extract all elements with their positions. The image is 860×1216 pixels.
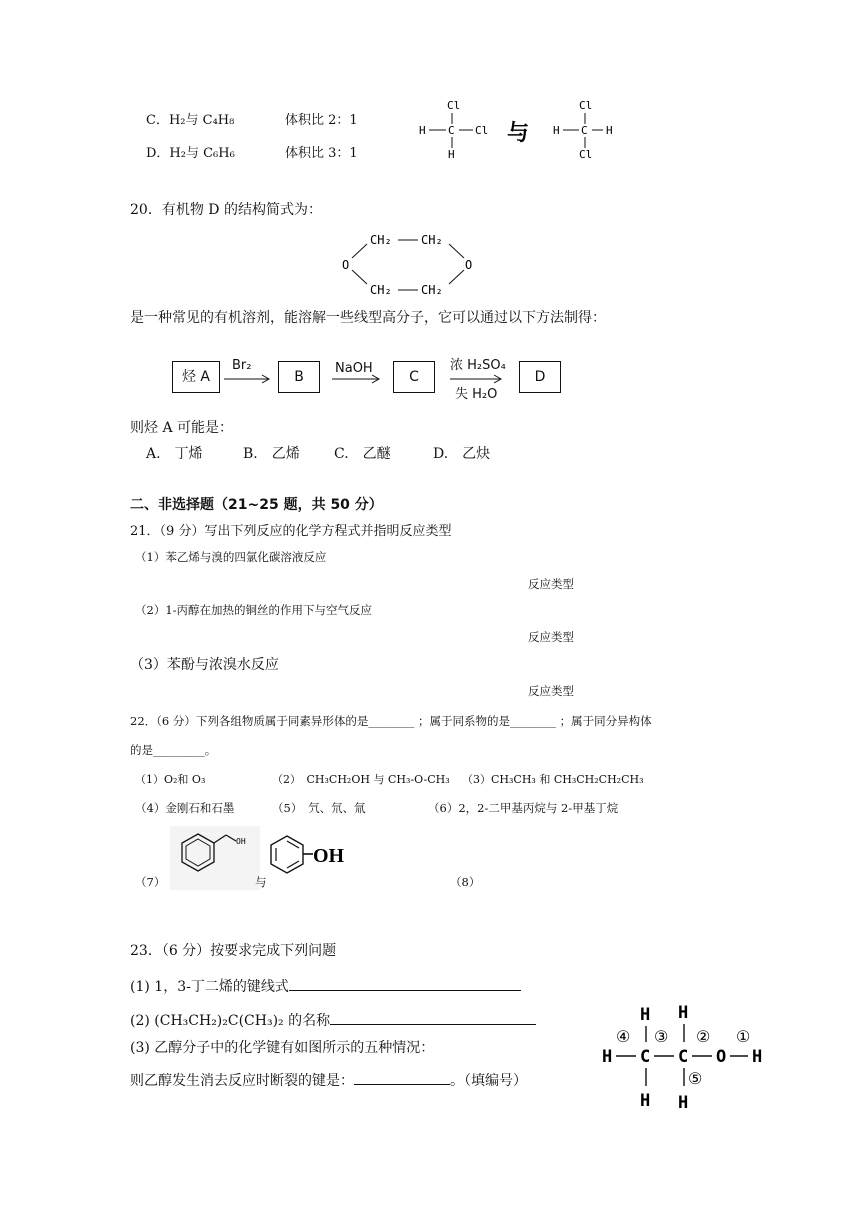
box-hydrocarbon-a: 烃 A — [172, 361, 220, 393]
ring-ch2-2: CH₂ — [421, 233, 443, 247]
q23-item-4 — [130, 1070, 527, 1090]
benzyl-alcohol-structure — [170, 826, 260, 890]
ring-o-left: O — [342, 258, 350, 272]
q22-line-2: 的是_________。 — [130, 743, 217, 757]
option-c-ratio: 体积比 2：1 — [285, 113, 358, 128]
mol-left-bottom: H — [448, 148, 455, 161]
q21-type-label-3: 反应类型 — [528, 684, 574, 698]
q21-stem: 21．（9 分）写出下列反应的化学方程式并指明反应类型 — [130, 524, 452, 539]
mol-left-c: C — [448, 124, 455, 137]
q22-item-3: （3）CH₃CH₃ 和 CH₃CH₂CH₂CH₃ — [462, 773, 644, 786]
q20-option-a: A. 丁烯 — [146, 446, 203, 462]
q22-item-7: （7） — [135, 875, 166, 889]
q20-option-d: D. 乙炔 — [433, 446, 491, 462]
q22-item-6: （6）2，2-二甲基丙烷与 2-甲基丁烷 — [428, 801, 619, 815]
box-c: C — [393, 361, 435, 393]
q22-line-1: 22．（6 分）下列各组物质属于同素异形体的是________ ；属于同系物的是________ ；属于同分异构体 — [130, 714, 652, 728]
box-b: B — [278, 361, 320, 393]
q21-type-label-2: 反应类型 — [528, 630, 574, 644]
option-d: D．H₂与 C₆H₆ — [146, 146, 235, 161]
mol-left-top: Cl — [447, 99, 461, 112]
mol-right-h1: H — [553, 124, 560, 137]
arrow-1 — [224, 374, 274, 384]
eth-o: O — [716, 1047, 727, 1067]
eth-num-4: ④ — [616, 1027, 631, 1046]
q22-item-2: （2） CH₃CH₂OH 与 CH₃-O-CH₃ — [272, 773, 450, 786]
dioxane-structure — [340, 228, 500, 298]
q23-stem: 23．（6 分）按要求完成下列问题 — [130, 943, 337, 959]
mol-left-cl: Cl — [475, 124, 489, 137]
q23-item-3: (3) 乙醇分子中的化学键有如图所示的五种情况： — [130, 1040, 435, 1056]
q23-item-4-suffix: 。（填编号） — [450, 1073, 527, 1089]
mol-right-h2: H — [606, 124, 613, 137]
eth-c-1: C — [640, 1047, 651, 1067]
q22-item-4: （4）金刚石和石墨 — [135, 801, 235, 815]
q21-item-1: （1）苯乙烯与溴的四氯化碳溶液反应 — [135, 550, 327, 564]
q21-item-3: （3）苯酚与浓溴水反应 — [130, 657, 279, 673]
answer-blank-3[interactable] — [354, 1070, 450, 1085]
section-2-title: 二、非选择题（21~25 题，共 50 分） — [130, 497, 383, 513]
q23-item-2-text: (2) (CH₃CH₂)₂C(CH₃)₂ 的名称 — [130, 1013, 331, 1029]
eth-num-2: ② — [696, 1027, 711, 1046]
eth-h-top-2: H — [678, 1003, 689, 1023]
reagent-naoh: NaOH — [335, 361, 373, 376]
eth-h-top-1: H — [640, 1005, 651, 1025]
eth-h-right: H — [752, 1047, 763, 1067]
mol-right-top: Cl — [579, 99, 593, 112]
ring-o-right: O — [465, 258, 473, 272]
q23-item-1 — [130, 976, 521, 996]
arrow-3 — [450, 374, 506, 384]
q20-stem: 20．有机物 D 的结构简式为： — [130, 202, 322, 218]
dichloromethane-structures — [415, 96, 655, 166]
q23-item-1-text: (1) 1，3-丁二烯的键线式 — [130, 979, 289, 995]
eth-h-bottom-2: H — [678, 1093, 689, 1113]
benzyl-oh: OH — [236, 837, 246, 846]
eth-num-3: ③ — [654, 1027, 669, 1046]
q20-description: 是一种常见的有机溶剂，能溶解一些线型高分子，它可以通过以下方法制得： — [130, 310, 606, 326]
arrow-2 — [332, 374, 384, 384]
ring-ch2-3: CH₂ — [370, 283, 392, 297]
q21-type-label-1: 反应类型 — [528, 577, 574, 591]
dichloromethane-left — [419, 99, 488, 161]
ring-ch2-1: CH₂ — [370, 233, 392, 247]
reagent-lose-h2o: 失 H₂O — [455, 387, 498, 402]
reagent-br2: Br₂ — [232, 358, 252, 373]
reagent-conc-h2so4: 浓 H₂SO₄ — [450, 358, 506, 373]
q22-item-8: （8） — [450, 875, 481, 889]
eth-h-left: H — [602, 1047, 613, 1067]
option-c: C．H₂与 C₄H₈ — [146, 113, 235, 128]
option-d-ratio: 体积比 3：1 — [285, 146, 358, 161]
mol-right-c: C — [581, 124, 588, 137]
ring-ch2-4: CH₂ — [421, 283, 443, 297]
dichloromethane-right — [553, 99, 613, 161]
ethanol-bond-diagram — [600, 1002, 780, 1112]
eth-h-bottom-1: H — [640, 1091, 651, 1111]
q23-item-4-text: 则乙醇发生消去反应时断裂的键是： — [130, 1073, 354, 1089]
q22-item-5: （5） 氕、氘、氚 — [272, 801, 366, 815]
eth-num-5: ⑤ — [688, 1069, 703, 1088]
phenol-structure — [265, 830, 365, 890]
q22-with: 与 — [255, 875, 267, 889]
phenol-oh: OH — [313, 845, 345, 867]
mol-right-bottom: Cl — [579, 148, 593, 161]
eth-c-2: C — [678, 1047, 689, 1067]
eth-num-1: ① — [736, 1027, 751, 1046]
q20-ask: 则烃 A 可能是： — [130, 420, 234, 436]
box-d: D — [519, 361, 561, 393]
q20-option-b: B. 乙烯 — [243, 446, 300, 462]
mol-left-h: H — [419, 124, 426, 137]
q21-item-2: （2）1-丙醇在加热的铜丝的作用下与空气反应 — [135, 603, 373, 617]
and-symbol: 与 — [507, 121, 530, 146]
q23-item-2 — [130, 1010, 536, 1030]
answer-blank-1[interactable] — [289, 976, 521, 991]
answer-blank-2[interactable] — [330, 1010, 536, 1025]
q22-item-1: （1）O₂和 O₃ — [135, 773, 206, 786]
q20-option-c: C. 乙醚 — [334, 446, 391, 462]
